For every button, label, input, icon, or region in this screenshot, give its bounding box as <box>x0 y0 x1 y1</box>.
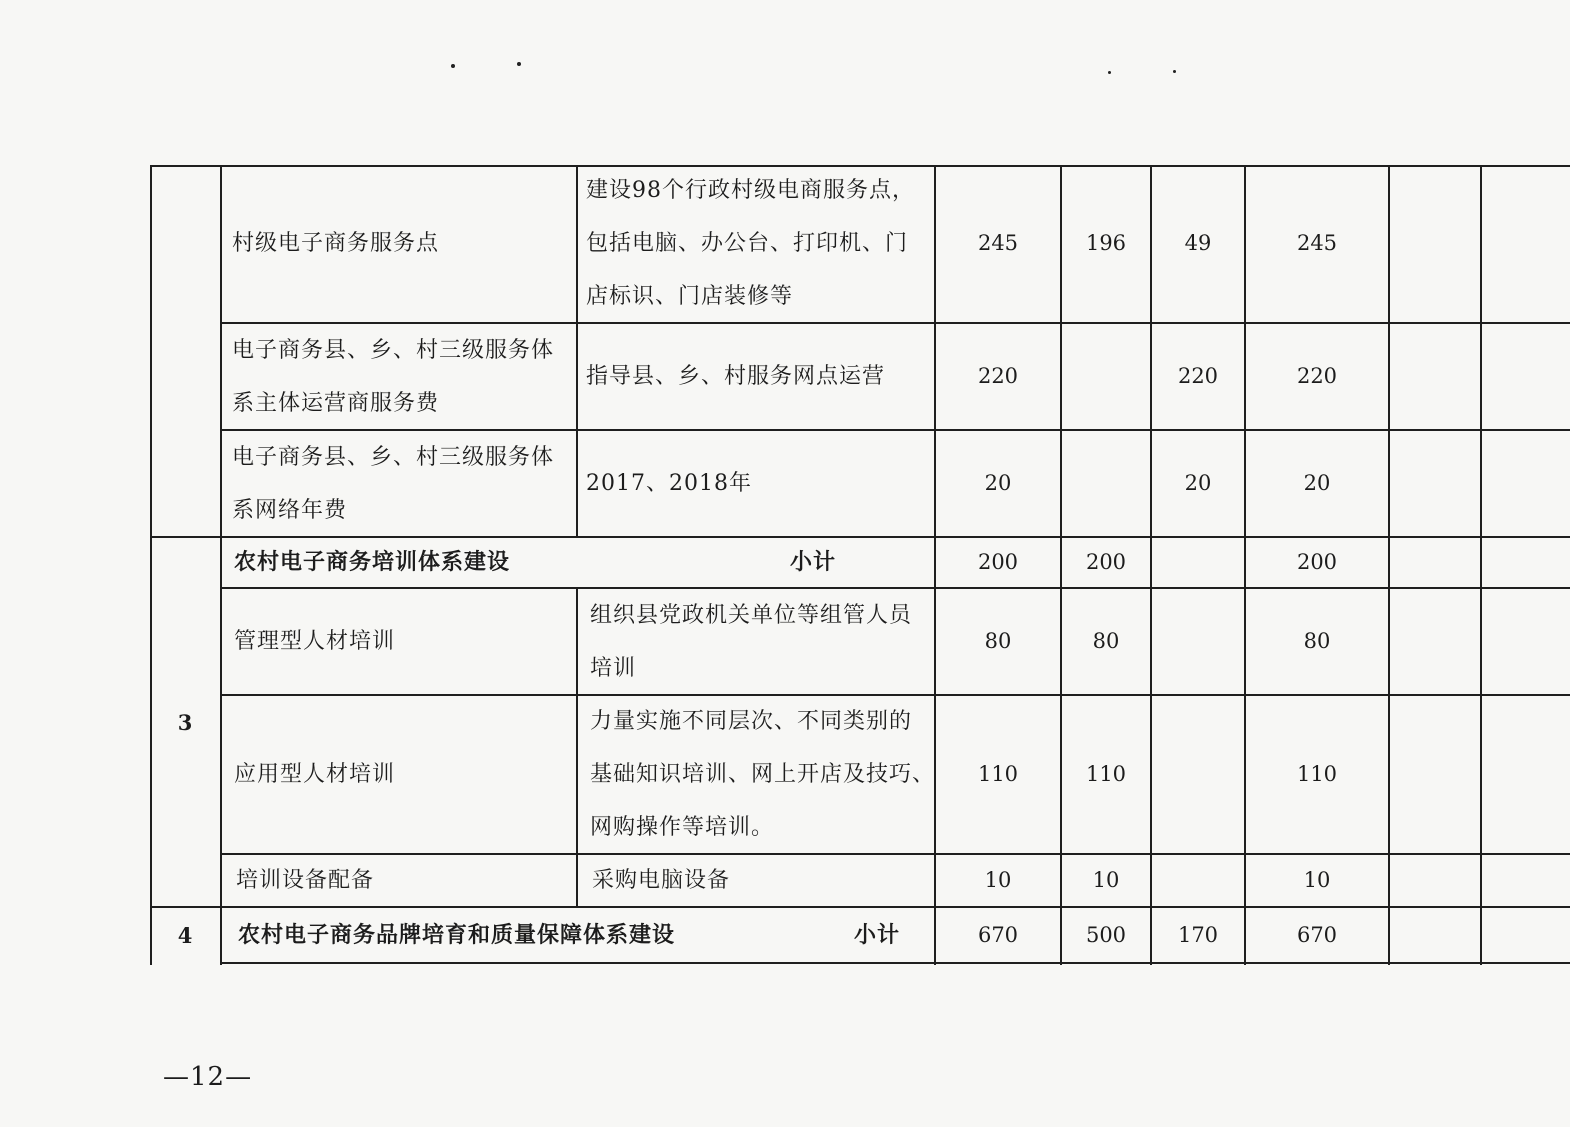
table-rule <box>576 165 578 537</box>
item-amount-2 <box>1152 696 1244 853</box>
item-amount-3: 80 <box>1303 629 1331 653</box>
item-content: 建设98个行政村级电商服务点， 包括电脑、办公台、打印机、门 店标识、门店装修等 <box>586 178 915 309</box>
item-amount-2: 20 <box>1184 471 1212 495</box>
budget-table <box>150 165 1570 965</box>
table-rule <box>220 962 1570 964</box>
subtotal-label: 小计 <box>790 549 837 575</box>
item-content: 力量实施不同层次、不同类别的 基础知识培训、网上开店及技巧、 网购操作等培训。 <box>590 709 936 840</box>
subtotal-label: 小计 <box>854 921 901 948</box>
section-amount-2: 170 <box>1177 922 1219 947</box>
section-index: 4 <box>177 922 193 948</box>
item-amount-1: 10 <box>1092 868 1120 892</box>
item-total: 245 <box>977 231 1019 255</box>
item-name: 电子商务县、乡、村三级服务体 系主体运营商服务费 <box>232 337 555 416</box>
item-content: 2017、2018年 <box>586 471 752 496</box>
item-total: 20 <box>984 471 1012 495</box>
item-amount-1: 80 <box>1092 629 1120 653</box>
item-content: 组织县党政机关单位等组管人员 培训 <box>590 602 913 681</box>
item-amount-2: 49 <box>1184 231 1212 255</box>
section-amount-2 <box>1152 538 1244 587</box>
table-rule <box>576 587 578 907</box>
item-amount-1 <box>1062 324 1150 429</box>
table-rule <box>220 165 222 965</box>
item-total: 10 <box>984 868 1012 892</box>
scan-mark <box>1173 70 1176 73</box>
item-amount-3: 110 <box>1296 762 1338 786</box>
table-rule <box>1388 165 1390 965</box>
section-title: 农村电子商务品牌培育和质量保障体系建设 <box>238 921 676 948</box>
section-title: 农村电子商务培训体系建设 <box>234 549 511 575</box>
section-amount-3: 200 <box>1296 550 1338 574</box>
table-rule <box>1480 165 1482 965</box>
item-name: 电子商务县、乡、村三级服务体 系网络年费 <box>232 444 555 523</box>
section-total: 670 <box>977 922 1019 947</box>
item-amount-3: 220 <box>1296 364 1338 388</box>
item-content: 采购电脑设备 <box>592 868 731 893</box>
item-total: 220 <box>977 364 1019 388</box>
item-content: 指导县、乡、村服务网点运营 <box>586 364 886 389</box>
item-amount-1 <box>1062 431 1150 536</box>
scan-mark <box>517 62 521 66</box>
section-total: 200 <box>977 550 1019 574</box>
page-number: —12— <box>163 1062 253 1092</box>
item-amount-1: 110 <box>1085 762 1127 786</box>
item-total: 110 <box>977 762 1019 786</box>
scan-mark <box>451 64 455 68</box>
item-amount-2 <box>1152 589 1244 694</box>
item-total: 80 <box>984 629 1012 653</box>
item-amount-3: 245 <box>1296 231 1338 255</box>
section-index: 3 <box>177 709 193 735</box>
section-amount-1: 500 <box>1085 922 1127 947</box>
item-amount-1: 196 <box>1085 231 1127 255</box>
item-amount-2 <box>1152 855 1244 906</box>
section-amount-1: 200 <box>1085 550 1127 574</box>
item-name: 管理型人材培训 <box>234 629 396 654</box>
item-amount-3: 10 <box>1303 868 1331 892</box>
section-amount-3: 670 <box>1296 922 1338 947</box>
scan-mark <box>1108 71 1111 74</box>
item-amount-3: 20 <box>1303 471 1331 495</box>
item-name: 村级电子商务服务点 <box>232 231 440 256</box>
item-name: 培训设备配备 <box>236 868 375 893</box>
item-amount-2: 220 <box>1177 364 1219 388</box>
item-name: 应用型人材培训 <box>234 762 396 787</box>
